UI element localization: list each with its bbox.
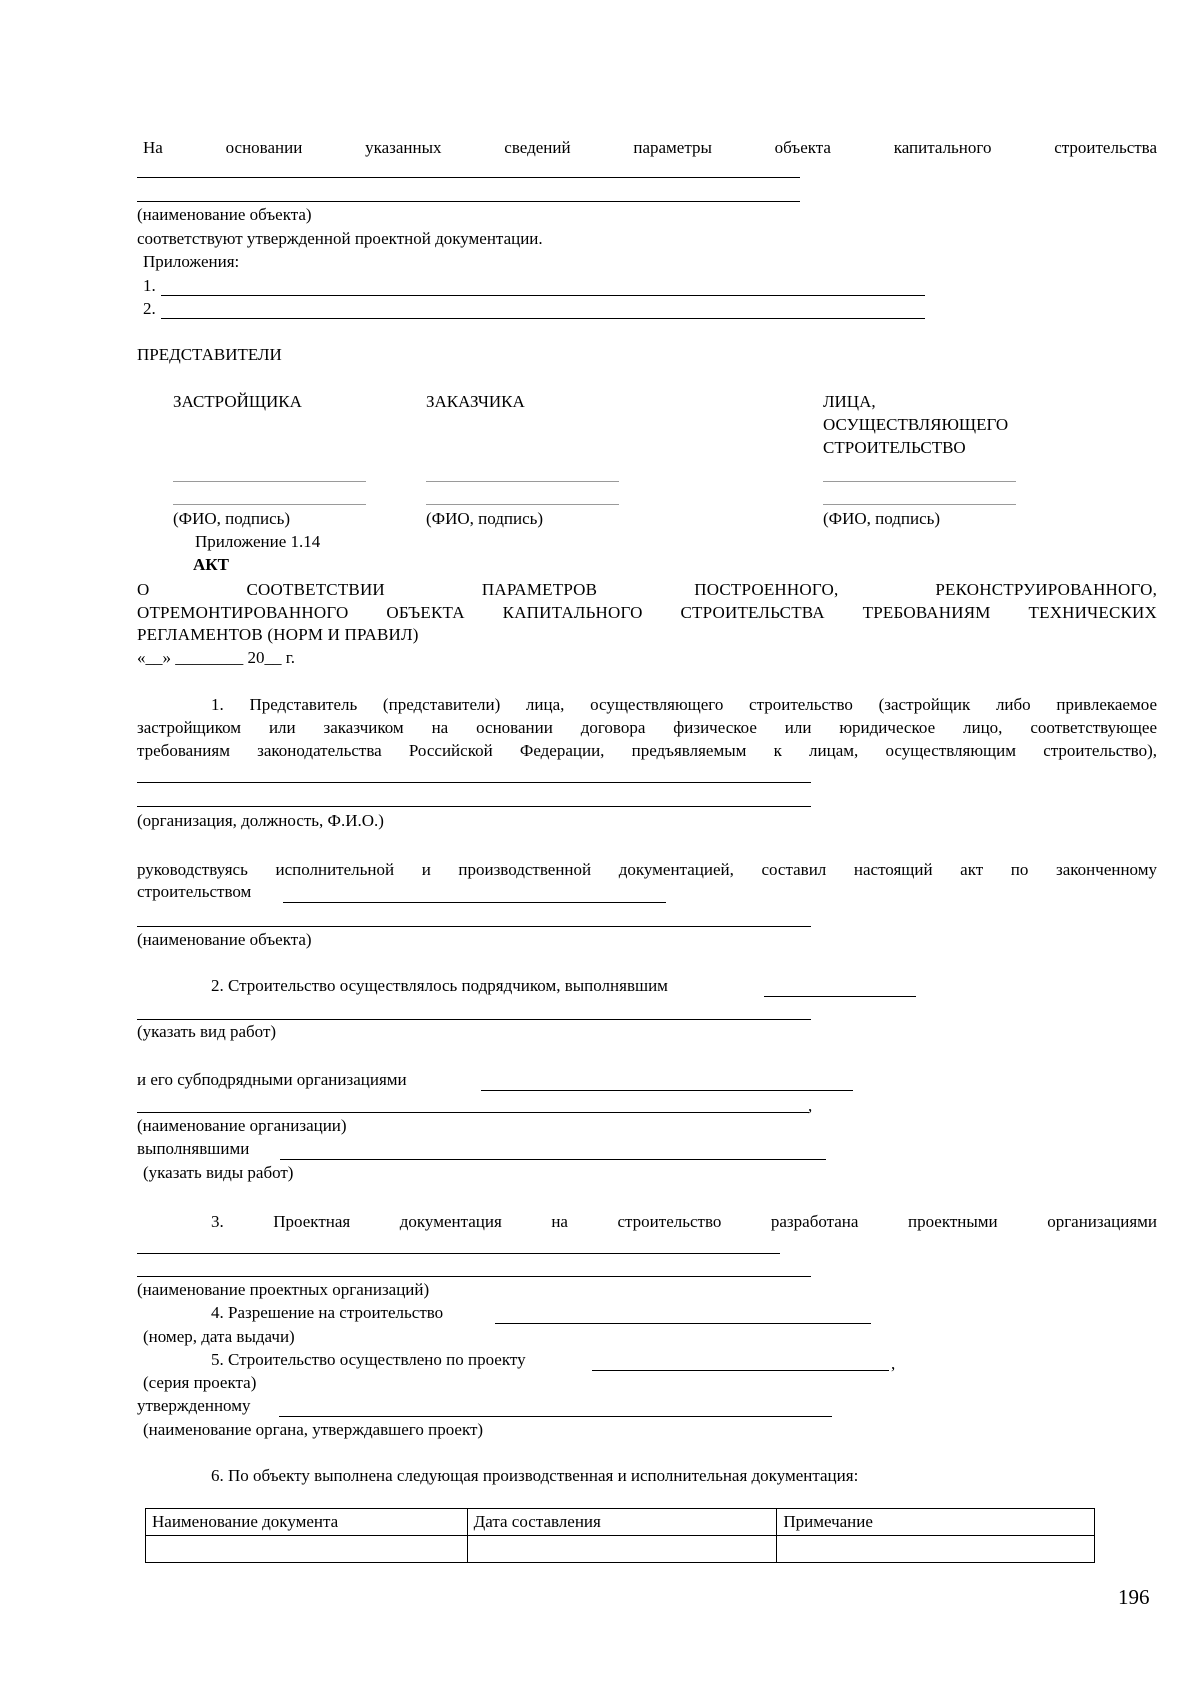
subcontractor-comma: , [808, 1096, 813, 1115]
representatives-title: ПРЕДСТАВИТЕЛИ [137, 345, 282, 364]
developer-heading: ЗАСТРОЙЩИКА [173, 392, 302, 411]
section1-line1-text: 1. Представитель (представители) лица, осуществляющего строительство (застройщик либо привлекаемое [211, 695, 1157, 714]
developer-signature-caption: (ФИО, подпись) [173, 509, 291, 528]
section3-word: проектными [907, 1212, 998, 1231]
project-field[interactable] [592, 1370, 889, 1371]
appendix-field-1[interactable] [161, 295, 925, 296]
approver-caption: (наименование органа, утверждавшего проект) [143, 1420, 484, 1439]
performed-works-field[interactable] [280, 1159, 826, 1160]
appendix-field-2[interactable] [161, 318, 925, 319]
table-header-row [146, 1509, 1095, 1536]
representative-field[interactable] [137, 782, 811, 783]
page-number: 196 [1118, 1585, 1150, 1609]
table-cell[interactable] [777, 1536, 1095, 1563]
intro-word: основании [225, 138, 303, 157]
developer-signature-field[interactable] [173, 481, 366, 482]
approved-label: утвержденному [137, 1396, 251, 1415]
guided-line1 [137, 858, 1157, 881]
section1-line2 [137, 716, 1157, 739]
construction-object-field[interactable] [283, 902, 666, 903]
section3-word: документация [399, 1212, 502, 1231]
builder-heading-line1: ЛИЦА, [823, 392, 876, 411]
design-organizations-field-2[interactable] [137, 1276, 811, 1277]
act-title: АКТ [193, 555, 229, 574]
intro-word: строительства [1054, 138, 1158, 157]
customer-signature-caption: (ФИО, подпись) [426, 509, 544, 528]
subcontractor-field-2[interactable] [137, 1112, 809, 1113]
representative-field-2[interactable] [137, 806, 811, 807]
design-organizations-field[interactable] [137, 1253, 780, 1254]
section1-line1 [211, 693, 1157, 716]
section5-line: 5. Строительство осуществлено по проекту [211, 1350, 526, 1369]
permit-field[interactable] [495, 1323, 871, 1324]
project-series-caption: (серия проекта) [143, 1373, 257, 1392]
subtitle-word: РЕКОНСТРУИРОВАННОГО, [935, 580, 1158, 599]
intro-word: параметры [633, 138, 712, 157]
section1-line3-text: требованиям законодательства Российской Федерации, предъявляемым к лицам, осуществляющим строительство), [137, 741, 1157, 760]
customer-signature-field-2[interactable] [426, 504, 619, 505]
subcontractor-field[interactable] [481, 1090, 853, 1091]
intro-word: объекта [774, 138, 831, 157]
table-header-note: Примечание [777, 1509, 1095, 1536]
organization-name-caption: (наименование организации) [137, 1116, 347, 1135]
table-cell[interactable] [146, 1536, 468, 1563]
contractor-work-field-2[interactable] [137, 1019, 811, 1020]
intro-word: На [143, 138, 163, 157]
subtitle-word: ПАРАМЕТРОВ [481, 580, 598, 599]
conformity-text: соответствуют утвержденной проектной документации. [137, 229, 543, 248]
work-type-caption: (указать вид работ) [137, 1022, 277, 1041]
builder-signature-field[interactable] [823, 481, 1016, 482]
works-types-caption: (указать виды работ) [143, 1163, 294, 1182]
documentation-table [145, 1508, 1095, 1563]
object-name-caption: (наименование объекта) [137, 205, 312, 224]
contractor-work-field[interactable] [764, 996, 916, 997]
customer-signature-field[interactable] [426, 481, 619, 482]
section3-word: организациями [1047, 1212, 1158, 1231]
intro-word: капитального [893, 138, 992, 157]
section6-line: 6. По объекту выполнена следующая производственная и исполнительная документация: [211, 1466, 859, 1485]
performed-label: выполнявшими [137, 1139, 250, 1158]
subtitle-word: О [137, 580, 150, 599]
guided-line2: строительством [137, 882, 252, 901]
permit-caption: (номер, дата выдачи) [143, 1327, 295, 1346]
approver-field[interactable] [279, 1416, 832, 1417]
guided-line1-text: руководствуясь исполнительной и производственной документацией, составил настоящий акт по законченному [137, 860, 1157, 879]
section3-word: Проектная [273, 1212, 351, 1231]
intro-line [143, 136, 1157, 159]
appendix-number-2: 2. [143, 299, 156, 318]
object-name-field-2[interactable] [137, 201, 800, 202]
intro-word: указанных [365, 138, 442, 157]
subcontractors-line: и его субподрядными организациями [137, 1070, 407, 1089]
customer-heading: ЗАКАЗЧИКА [426, 392, 525, 411]
section1-line2-text: застройщиком или заказчиком на основании договора физическое или юридическое лицо, соответствующее [137, 718, 1157, 737]
appendix-reference: Приложение 1.14 [195, 532, 321, 551]
builder-heading-line2: ОСУЩЕСТВЛЯЮЩЕГО [823, 415, 1009, 434]
section3-line [211, 1210, 1157, 1233]
act-subtitle-line2 [137, 601, 1157, 624]
appendices-label: Приложения: [143, 252, 240, 271]
table-header-date: Дата составления [467, 1509, 777, 1536]
section3-word: строительство [617, 1212, 722, 1231]
organization-caption: (организация, должность, Ф.И.О.) [137, 811, 384, 830]
construction-object-field-2[interactable] [137, 926, 811, 927]
section4-line: 4. Разрешение на строительство [211, 1303, 444, 1322]
section3-word: разработана [770, 1212, 859, 1231]
table-cell[interactable] [467, 1536, 777, 1563]
subtitle-word: СООТВЕТСТВИИ [246, 580, 385, 599]
subtitle-word: ПОСТРОЕННОГО, [694, 580, 839, 599]
section2-line: 2. Строительство осуществлялось подрядчиком, выполнявшим [211, 976, 668, 995]
table-row [146, 1536, 1095, 1563]
section3-word: 3. [211, 1212, 224, 1231]
intro-word: сведений [504, 138, 571, 157]
builder-signature-field-2[interactable] [823, 504, 1016, 505]
developer-signature-field-2[interactable] [173, 504, 366, 505]
design-organizations-caption: (наименование проектных организаций) [137, 1280, 430, 1299]
builder-signature-caption: (ФИО, подпись) [823, 509, 941, 528]
object-name-field[interactable] [137, 177, 800, 178]
object-caption-2: (наименование объекта) [137, 930, 312, 949]
table-header-document-name: Наименование документа [146, 1509, 468, 1536]
subtitle-line2-text: ОТРЕМОНТИРОВАННОГО ОБЪЕКТА КАПИТАЛЬНОГО СТРОИТЕЛЬСТВА ТРЕБОВАНИЯМ ТЕХНИЧЕСКИХ [137, 603, 1157, 622]
project-comma: , [891, 1354, 896, 1373]
act-subtitle-line3: РЕГЛАМЕНТОВ (НОРМ И ПРАВИЛ) [137, 625, 419, 644]
act-date-line: «__» ________ 20__ г. [137, 648, 296, 667]
section1-line3 [137, 739, 1157, 762]
builder-heading-line3: СТРОИТЕЛЬСТВО [823, 438, 966, 457]
appendix-number-1: 1. [143, 276, 156, 295]
section3-word: на [551, 1212, 568, 1231]
act-subtitle-line1 [137, 578, 1157, 601]
